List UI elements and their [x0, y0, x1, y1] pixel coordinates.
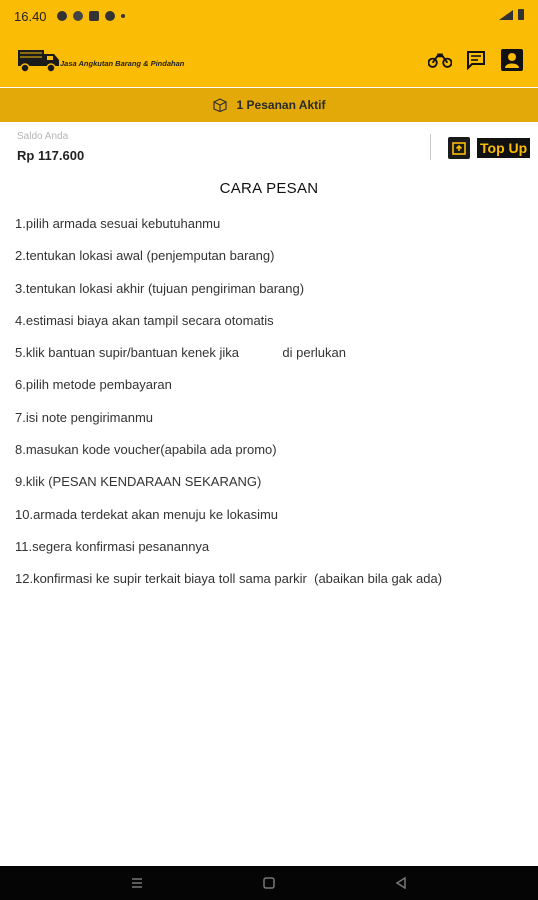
guide-step: 5.klik bantuan supir/bantuan kenek jika di perlukan	[15, 345, 346, 361]
messenger-icon	[105, 11, 115, 21]
guide-title: CARA PESAN	[219, 180, 319, 197]
guide-step: 1.pilih armada sesuai kebutuhanmu	[15, 216, 221, 231]
guide-step: 10.armada terdekat akan menuju ke lokasimu	[15, 506, 279, 522]
status-time: 16.40	[14, 8, 47, 24]
recent-apps-icon[interactable]	[130, 876, 144, 890]
topup-button[interactable]: Top Up	[477, 138, 530, 158]
balance-divider	[430, 134, 431, 160]
balance-value: Rp 117.600	[17, 148, 85, 163]
active-orders-label: 1 Pesanan Aktif	[236, 98, 326, 112]
wallet-topup-icon[interactable]	[448, 137, 470, 159]
system-icons	[499, 9, 524, 20]
app-bar-actions	[428, 48, 524, 72]
motorcycle-icon[interactable]	[428, 48, 452, 72]
dot-icon	[121, 14, 125, 18]
guide-step: 8.masukan kode voucher(apabila ada promo)	[15, 442, 277, 458]
battery-icon	[518, 9, 524, 20]
guide-steps	[15, 214, 442, 602]
guide-step: 2.tentukan lokasi awal (penjemputan barang)	[15, 248, 275, 264]
chat-bubble-icon	[57, 11, 67, 21]
package-icon	[213, 98, 227, 112]
guide-step: 12.konfirmasi ke supir terkait biaya toll sama parkir (abaikan bila gak ada)	[15, 571, 443, 587]
back-icon[interactable]	[394, 876, 408, 890]
whatsapp-icon	[73, 11, 83, 21]
guide-step: 3.tentukan lokasi akhir (tujuan pengiriman barang)	[15, 280, 305, 296]
guide-step: 9.klik (PESAN KENDARAAN SEKARANG)	[15, 474, 262, 490]
home-icon[interactable]	[262, 876, 276, 890]
guide-step: 7.isi note pengirimanmu	[15, 409, 154, 425]
app-logo	[16, 42, 196, 78]
app-bar	[0, 32, 538, 87]
signal-icon	[499, 10, 513, 20]
guide-step: 6.pilih metode pembayaran	[15, 377, 172, 393]
chat-icon[interactable]	[464, 48, 488, 72]
logo-text: Jasa Angkutan Barang & Pindahan	[60, 58, 185, 68]
guide-step: 4.estimasi biaya akan tampil secara otomatis	[15, 312, 274, 328]
system-nav-bar	[0, 866, 538, 900]
balance-label: Saldo Anda	[17, 131, 69, 142]
status-bar	[0, 0, 538, 32]
account-icon[interactable]	[500, 48, 524, 72]
gallery-icon	[89, 11, 99, 21]
guide-step: 11.segera konfirmasi pesanannya	[15, 538, 210, 554]
active-orders-bar[interactable]	[0, 88, 538, 122]
notification-icons	[57, 11, 125, 21]
truck-logo-icon	[16, 44, 62, 76]
